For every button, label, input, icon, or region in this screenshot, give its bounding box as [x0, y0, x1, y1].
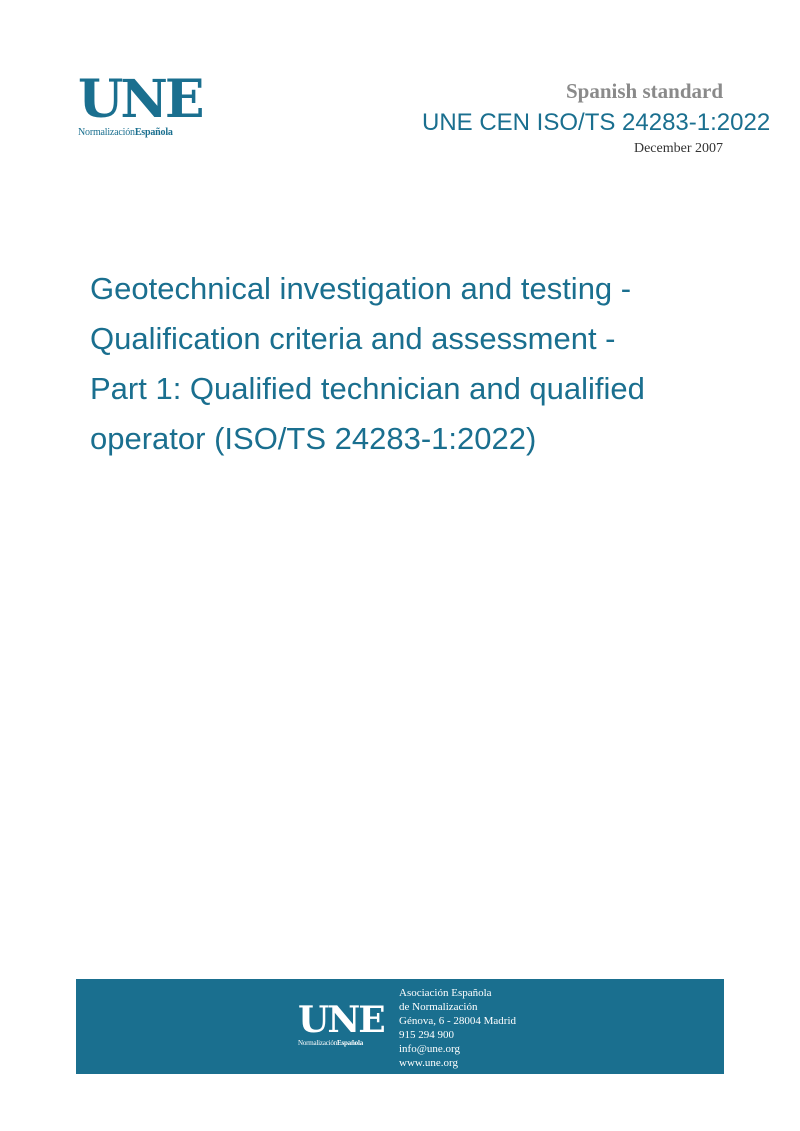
title-line: operator (ISO/TS 24283-1:2022) [90, 421, 537, 456]
contact-website[interactable]: www.une.org [399, 1057, 458, 1069]
contact-org-line-1: Asociación Española [399, 987, 492, 999]
footer-tagline-a: Normalización [298, 1039, 337, 1047]
contact-org-line-2: de Normalización [399, 1001, 478, 1013]
contact-address: Génova, 6 - 28004 Madrid [399, 1015, 517, 1027]
title-line: Part 1: Qualified technician and qualified [90, 371, 645, 406]
contact-phone: 915 294 900 [399, 1029, 454, 1041]
footer-tagline-b: Española [337, 1039, 364, 1047]
publisher-footer [76, 979, 724, 1074]
contact-email[interactable]: info@une.org [399, 1043, 460, 1055]
title-line: Geotechnical investigation and testing - [90, 271, 632, 306]
footer-logo-mark: UNE [298, 999, 384, 1041]
document-code: UNE CEN ISO/TS 24283-1:2022 [422, 109, 771, 136]
document-date: December 2007 [633, 141, 723, 156]
footer-une-logo [298, 999, 384, 1047]
logo-tagline-b: Española [134, 127, 173, 138]
logo-tagline-a: Normalización [78, 127, 135, 138]
publisher-contact [399, 986, 516, 1070]
document-type: Spanish standard [566, 79, 723, 103]
document-title [90, 264, 730, 464]
title-line: Qualification criteria and assessment - [90, 321, 616, 356]
une-logo [78, 69, 202, 138]
une-logo-mark: UNE [78, 69, 202, 130]
document-header [566, 78, 723, 104]
